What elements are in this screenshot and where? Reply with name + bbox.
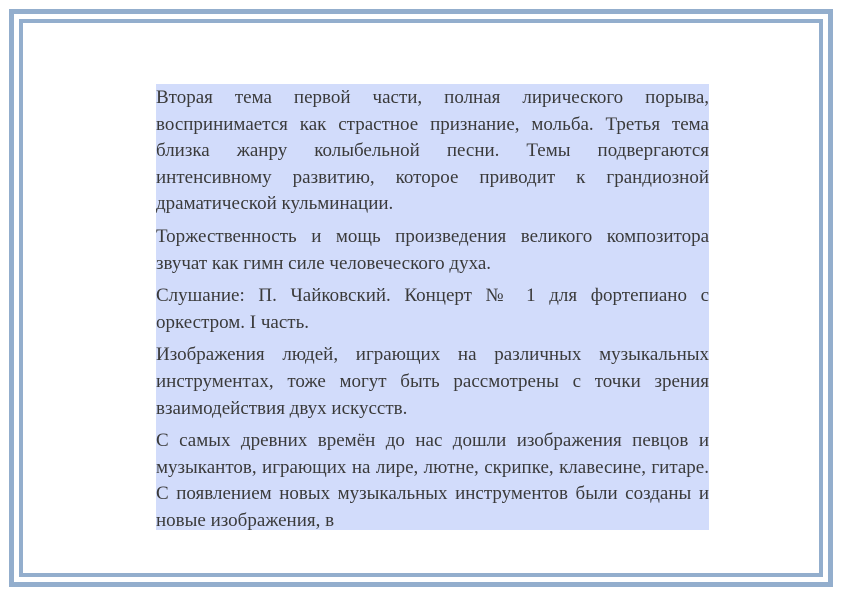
paragraph-listening: Слушание: П. Чайковский. Концерт № 1 для фортепиано с оркестром. I часть.	[156, 285, 709, 333]
paragraph-ancient-times: С самых древних времён до нас дошли изображения певцов и музыкантов, играющих на лире, лютне, скрипке, клавесине, гитаре. С появлением новых музыкальных инструментов были созданы и новые изображения, в	[156, 430, 709, 530]
paragraph-images-of-people: Изображения людей, играющих на различных музыкальных инструментах, тоже могут быть рассмотрены с точки зрения взаимодействия двух искусств.	[156, 344, 709, 419]
highlighted-text-block	[156, 84, 709, 530]
paragraph-solemnity: Торжественность и мощь произведения великого композитора звучат как гимн силе человеческого духа.	[156, 225, 709, 274]
paragraph-second-theme: Вторая тема первой части, полная лирического порыва, воспринимается как страстное признание, мольба. Третья тема близка жанру колыбельной песни. Темы подвергаются интенсивному развитию, которое приводит к грандиозной драматической кульминации.	[156, 87, 709, 215]
